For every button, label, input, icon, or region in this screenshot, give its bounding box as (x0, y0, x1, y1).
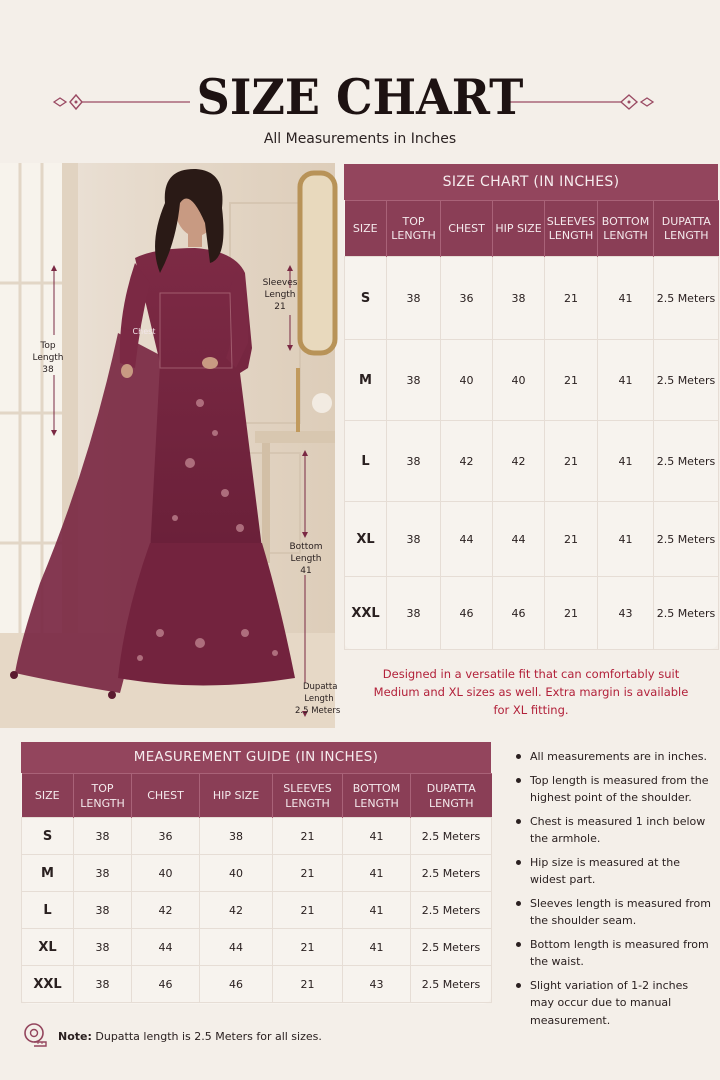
table-cell: 21 (273, 966, 343, 1003)
list-item: Top length is measured from the highest point of the shoulder. (514, 772, 714, 807)
table-row (345, 421, 719, 502)
table-cell: 38 (387, 340, 441, 421)
table-cell: 21 (273, 855, 343, 892)
column-header: SLEEVES LENGTH (545, 201, 598, 257)
table-cell: 44 (493, 502, 545, 577)
size-chart-grid (344, 200, 719, 650)
page-title: SIZE CHART (196, 68, 524, 126)
size-cell: L (345, 421, 387, 502)
table-cell: 46 (493, 577, 545, 650)
size-chart-caption: SIZE CHART (IN INCHES) (344, 164, 718, 200)
size-cell: S (345, 257, 387, 340)
table-row (345, 577, 719, 650)
fit-note: Designed in a versatile fit that can comfortably suit Medium and XL sizes as well. Extra margin is available for XL fitting. (373, 667, 689, 717)
table-cell: 41 (343, 855, 411, 892)
table-cell: 38 (387, 502, 441, 577)
column-header: DUPATTA LENGTH (654, 201, 719, 257)
table-cell: 2.5 Meters (654, 502, 719, 577)
column-header: HIP SIZE (493, 201, 545, 257)
table-cell: 44 (132, 929, 200, 966)
table-cell: 41 (598, 340, 654, 421)
table-cell: 38 (74, 892, 132, 929)
table-cell: 2.5 Meters (411, 892, 492, 929)
top-length-label: Top Length 38 (32, 341, 64, 375)
list-item: All measurements are in inches. (514, 748, 714, 766)
table-cell: 2.5 Meters (654, 421, 719, 502)
list-item: Chest is measured 1 inch below the armhole. (514, 813, 714, 848)
table-cell: 38 (387, 421, 441, 502)
column-header: SLEEVES LENGTH (273, 774, 343, 818)
size-cell: XL (345, 502, 387, 577)
product-photo (0, 163, 341, 728)
table-row (22, 892, 492, 929)
table-cell: 21 (545, 340, 598, 421)
measurement-guide-caption: MEASUREMENT GUIDE (IN INCHES) (21, 742, 491, 773)
table-cell: 38 (74, 966, 132, 1003)
table-cell: 38 (200, 818, 273, 855)
table-cell: 41 (598, 421, 654, 502)
table-cell: 21 (273, 892, 343, 929)
table-cell: 43 (598, 577, 654, 650)
table-row (345, 340, 719, 421)
table-row (22, 818, 492, 855)
table-cell: 46 (441, 577, 493, 650)
table-row (345, 502, 719, 577)
size-cell: S (22, 818, 74, 855)
dupatta-length-label: Dupatta Length 2.5 Meters (295, 682, 341, 716)
table-cell: 44 (441, 502, 493, 577)
table-cell: 38 (387, 257, 441, 340)
measuring-tape-icon (22, 1021, 48, 1051)
table-cell: 40 (493, 340, 545, 421)
table-cell: 2.5 Meters (654, 257, 719, 340)
table-cell: 38 (74, 929, 132, 966)
column-header: SIZE (345, 201, 387, 257)
table-row (22, 929, 492, 966)
size-cell: L (22, 892, 74, 929)
column-header: CHEST (132, 774, 200, 818)
sleeves-length-label: Sleeves Length 21 (262, 278, 298, 312)
column-header: TOP LENGTH (387, 201, 441, 257)
column-header: BOTTOM LENGTH (343, 774, 411, 818)
table-cell: 21 (545, 577, 598, 650)
table-cell: 2.5 Meters (411, 818, 492, 855)
table-cell: 21 (273, 929, 343, 966)
table-cell: 42 (132, 892, 200, 929)
table-cell: 21 (273, 818, 343, 855)
table-cell: 38 (387, 577, 441, 650)
table-cell: 40 (441, 340, 493, 421)
table-cell: 2.5 Meters (654, 340, 719, 421)
model-illustration (0, 163, 341, 728)
table-cell: 43 (343, 966, 411, 1003)
list-item: Slight variation of 1-2 inches may occur due to manual measurement. (514, 977, 714, 1030)
measurement-guide-table (21, 742, 491, 1004)
chest-label: Chest (132, 327, 156, 336)
measurement-guide-grid (21, 773, 492, 1003)
table-cell: 44 (200, 929, 273, 966)
table-cell: 38 (74, 818, 132, 855)
table-header-row (345, 201, 719, 257)
table-cell: 36 (441, 257, 493, 340)
table-cell: 21 (545, 421, 598, 502)
size-cell: M (22, 855, 74, 892)
column-header: SIZE (22, 774, 74, 818)
column-header: CHEST (441, 201, 493, 257)
table-cell: 21 (545, 502, 598, 577)
table-cell: 41 (343, 818, 411, 855)
table-row (345, 257, 719, 340)
table-cell: 38 (493, 257, 545, 340)
table-cell: 2.5 Meters (411, 855, 492, 892)
table-cell: 2.5 Meters (411, 966, 492, 1003)
table-cell: 40 (200, 855, 273, 892)
table-cell: 38 (74, 855, 132, 892)
table-cell: 40 (132, 855, 200, 892)
measurement-notes-list (514, 748, 714, 1035)
table-cell: 2.5 Meters (411, 929, 492, 966)
table-cell: 42 (493, 421, 545, 502)
table-cell: 46 (132, 966, 200, 1003)
table-cell: 36 (132, 818, 200, 855)
table-header-row (22, 774, 492, 818)
table-cell: 41 (598, 257, 654, 340)
column-header: HIP SIZE (200, 774, 273, 818)
size-cell: XXL (22, 966, 74, 1003)
size-chart-table (344, 164, 718, 649)
page-subtitle: All Measurements in Inches (263, 131, 457, 147)
table-row (22, 966, 492, 1003)
table-cell: 41 (343, 929, 411, 966)
table-cell: 41 (343, 892, 411, 929)
table-cell: 2.5 Meters (654, 577, 719, 650)
column-header: TOP LENGTH (74, 774, 132, 818)
table-cell: 46 (200, 966, 273, 1003)
list-item: Hip size is measured at the widest part. (514, 854, 714, 889)
size-cell: XL (22, 929, 74, 966)
dupatta-note-text: Note: Dupatta length is 2.5 Meters for all sizes. (58, 1029, 322, 1043)
table-cell: 42 (441, 421, 493, 502)
table-cell: 41 (598, 502, 654, 577)
list-item: Bottom length is measured from the waist. (514, 936, 714, 971)
column-header: BOTTOM LENGTH (598, 201, 654, 257)
size-cell: M (345, 340, 387, 421)
bottom-length-label: Bottom Length 41 (289, 542, 323, 576)
table-cell: 42 (200, 892, 273, 929)
table-row (22, 855, 492, 892)
size-cell: XXL (345, 577, 387, 650)
column-header: DUPATTA LENGTH (411, 774, 492, 818)
table-cell: 21 (545, 257, 598, 340)
list-item: Sleeves length is measured from the shoulder seam. (514, 895, 714, 930)
dupatta-note (22, 1022, 322, 1050)
